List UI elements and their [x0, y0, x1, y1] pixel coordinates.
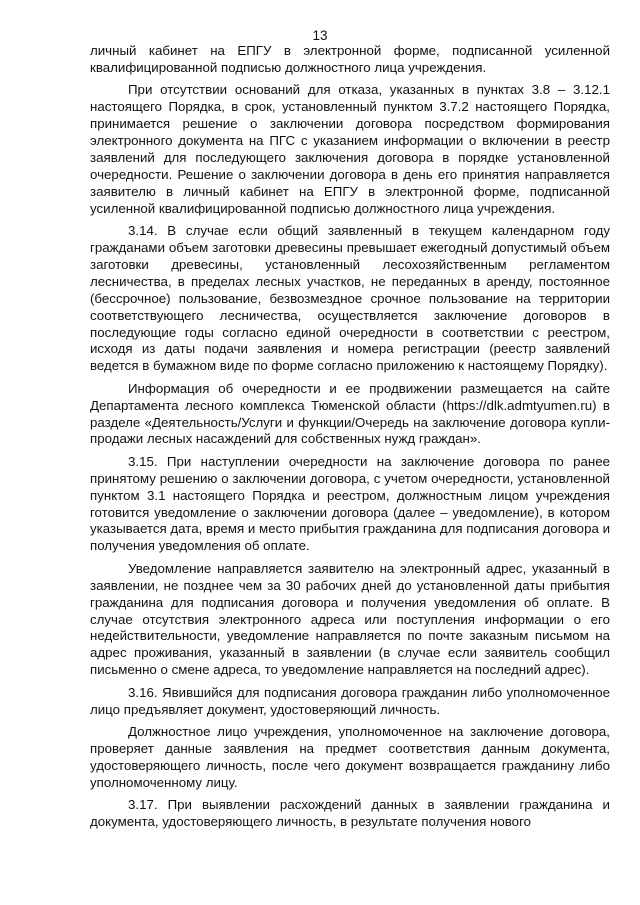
paragraph-3-16: 3.16. Явившийся для подписания договора гражданин либо уполномоченное лицо предъявляет документ, удостоверяющий личность.	[90, 684, 610, 717]
paragraph-1: личный кабинет на ЕПГУ в электронной форме, подписанной усиленной квалифицированной подписью должностного лица учреждения.	[90, 43, 610, 75]
document-body	[90, 43, 610, 836]
paragraph-3-15: 3.15. При наступлении очередности на заключение договора по ранее принятому решению о заключении договора, с учетом очередности, установленной пунктом 3.1 настоящего Порядка и реестром, должностным лицом учреждения готовится уведомление о заключении договора (далее – уведомление), в котором указывается дата, время и место прибытия гражданина для подписания договора и получения уведомления об оплате.	[90, 453, 610, 554]
page-number: 13	[312, 28, 328, 43]
paragraph-official: Должностное лицо учреждения, уполномоченное на заключение договора, проверяет данные заявления на предмет соответствия данным документа, удостоверяющего личность, после чего документ возвращается гражданину либо уполномоченному лицу.	[90, 723, 610, 790]
paragraph-info-link: Информация об очередности и ее продвижении размещается на сайте Департамента лесного комплекса Тюменской области (https://dlk.admtyumen.ru) в разделе «Деятельность/Услуги и функции/Очередь на заключение договора купли-продажи лесных насаждений для собственных нужд граждан».	[90, 380, 610, 447]
paragraph-3-14: 3.14. В случае если общий заявленный в текущем календарном году гражданами объем заготовки древесины превышает ежегодный допустимый объем заготовки древесины, установленный лесохозяйственным регламентом лесничества, в пределах лесных участков, не переданных в аренду, постоянное (бессрочное) пользование, безвозмездное срочное пользование на территории соответствующего лесничества, осуществляется заключение договоров в последующие годы согласно единой очередности в соответствии с реестром, исходя из даты подачи заявления и номера регистрации (реестр заявлений ведется в бумажном виде по форме согласно приложению к настоящему Порядку).	[90, 223, 610, 374]
paragraph-2: При отсутствии оснований для отказа, указанных в пунктах 3.8 – 3.12.1 настоящего Порядка, в срок, установленный пунктом 3.7.2 настоящего Порядка, принимается решение о заключении договора посредством формирования электронного документа на ПГС с указанием информации о включении в реестр заявлений для последующего заключения договора в порядке установленной очередности. Решение о заключении договора в день его принятия направляется заявителю в личный кабинет на ЕПГУ в электронной форме, подписанной усиленной квалифицированной подписью должностного лица учреждения.	[90, 82, 610, 216]
paragraph-notification: Уведомление направляется заявителю на электронный адрес, указанный в заявлении, не позднее чем за 30 рабочих дней до установленной даты прибытия гражданина для подписания договора и получения уведомления об оплате. В случае отсутствия электронного адреса или поступления информации о его недействительности, уведомление направляется по почте заказным письмом на адрес проживания, указанный в заявлении (в случае если заявитель сообщил письменно о смене адреса, то уведомление направляется на последний адрес).	[90, 560, 610, 678]
paragraph-3-17: 3.17. При выявлении расхождений данных в заявлении гражданина и документа, удостоверяющего личность, в результате получения нового	[90, 797, 610, 829]
